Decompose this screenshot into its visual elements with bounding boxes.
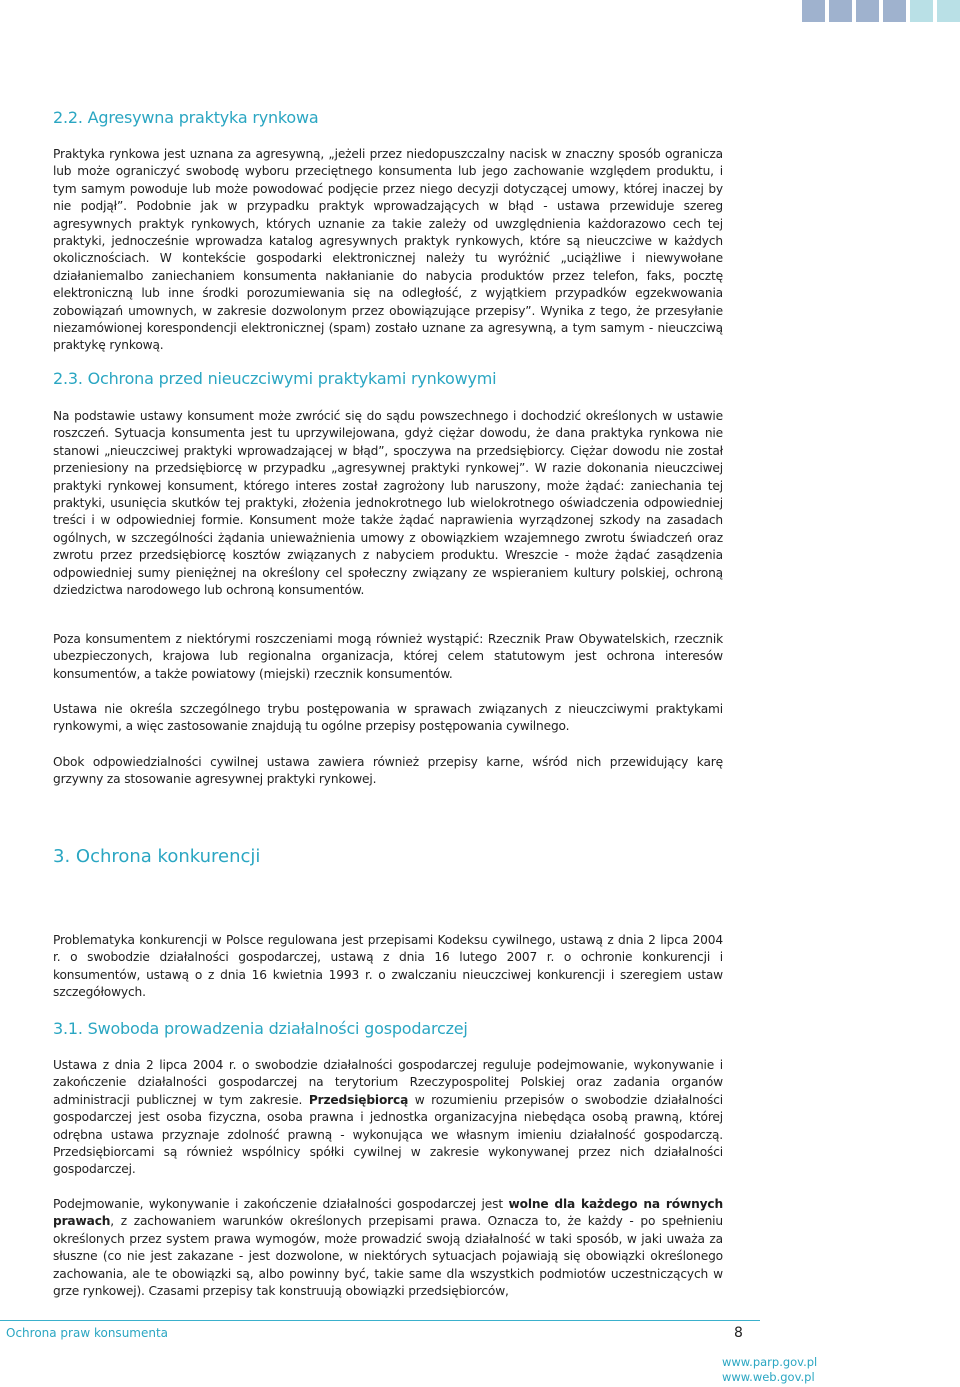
footer-url-link[interactable]: www.parp.gov.pl [722,1355,818,1369]
footer-divider [0,1320,760,1321]
paragraph-2-3-3: Ustawa nie określa szczególnego trybu postępowania w sprawach związanych z nieuczciwymi praktykami rynkowymi, a więc zastosowanie znajdują tu ogólne przepisy postępowania cywilnego. [53,702,723,734]
footer-title: Ochrona praw konsumenta [6,1326,169,1340]
paragraph-2-3-2: Poza konsumentem z niektórymi roszczeniami mogą również wystąpić: Rzecznik Praw Obywatelskich, rzecznik ubezpieczonych, krajowa lub regionalna organizacja, której celem statutowym jest ochrona interesów konsumentów, a także powiatowy (miejski) rzecznik konsumentów. [53,632,723,681]
paragraph-3-1-2 [53,1196,723,1300]
corner-square [910,0,933,22]
paragraph-2-3-1: Na podstawie ustawy konsument może zwrócić się do sądu powszechnego i dochodzić określonych w ustawie roszczeń. Sytuacja konsumenta jest tu uprzywilejowana, gdyż ciężar dowodu, że dana praktyka rynkowa nie stanowi „nieuczciwej praktyki wprowadzającej w błąd”, spoczywa na przedsiębiorcy. Ciężar dowodu nie został przeniesiony na przedsiębiorcę w przypadku „agresywnej praktyki rynkowej”. W razie dokonania nieuczciwej praktyki rynkowej konsument, którego interes został zagrożony lub naruszony, może żądać: zaniechania tej praktyki, usunięcia skutków tej praktyki, złożenia jednokrotnego lub wielokrotnego oświadczenia odpowiedniej treści i w odpowiedniej formie. Konsument może także żądać naprawienia wyrządzonej szkody na zasadach ogólnych, w szczególności żądania unieważnienia umowy z obowiązkiem wzajemnego zwrotu świadczeń oraz zwrotu przez przedsiębiorcę kosztów związanych z nabyciem produktu. Wreszcie - może żądać zasądzenia odpowiedniej sumy pieniężnej na określony cel społeczny związany ze wspieraniem kultury polskiej, ochroną dziedzictwa narodowego lub ochroną konsumentów. [53,409,723,598]
bold-term: wolne dla każdego na równych prawach [53,1197,723,1229]
heading-2-3: 2.3. Ochrona przed nieuczciwymi praktykami rynkowymi [53,369,497,388]
heading-3-1: 3.1. Swoboda prowadzenia działalności gospodarczej [53,1019,468,1038]
paragraph-text: , z zachowaniem warunków określonych przepisami prawa. Oznacza to, że każdy - po spełnieniu określonych przez system prawa wymogów, może prowadzić swoją działalność w taki sposób, w jaki uważa za słuszne (co nie jest zakazane - jest dozwolone, w niektórych sytuacjach pojawiają się obowiązki określonego zachowania, ale te obowiązki są, albo powinny być, takie same dla wszystkich podmiotów uczestniczących w grze rynkowej). Czasami przepisy tak konstruują obowiązki przedsiębiorców, [53,1214,723,1299]
corner-square [883,0,906,22]
paragraph-2-2-1: Praktyka rynkowa jest uznana za agresywną, „jeżeli przez niedopuszczalny nacisk w znaczny sposób ogranicza lub może ograniczyć swobodę wyboru przeciętnego konsumenta lub jego zachowanie względem produktu, i tym samym powoduje lub może powodować podjęcie przez niego decyzji dotyczącej umowy, której inaczej by nie podjął”. Podobnie jak w przypadku praktyk wprowadzających w błąd - ustawa przewiduje szereg agresywnych praktyk rynkowych, których uznanie za takie zależy od uwzględnienia każdorazowo cech tej praktyki, jednocześnie wprowadza katalog agresywnych praktyk rynkowych, które są nieuczciwe w każdych okolicznościach. W kontekście gospodarki elektronicznej należy tu wyróżnić „uciążliwe i niewywołane działaniemalbo zaniechaniem konsumenta nakłanianie do nabycia produktów przez telefon, faks, pocztę elektroniczną lub inne środki porozumiewania się na odległość, z wyjątkiem przypadków egzekwowania zobowiązań umownych, w zakresie dozwolonym przez obowiązujące przepisy”. Wynika z tego, że przesyłanie niezamówionej korespondencji elektronicznej (spam) zostało uznane za agresywną, a tym samym - nieuczciwą praktykę rynkową. [53,147,723,353]
corner-square [829,0,852,22]
heading-3: 3. Ochrona konkurencji [53,846,261,867]
paragraph-3-1-1 [53,1057,723,1179]
paragraph-3-1: Problematyka konkurencji w Polsce regulowana jest przepisami Kodeksu cywilnego, ustawą z dnia 2 lipca 2004 r. o swobodzie działalności gospodarczej, ustawą z dnia 16 lutego 2007 r. o ochronie konkurencji i konsumentów, ustawą o z dnia 16 kwietnia 1993 r. o zwalczaniu nieuczciwej konkurencji i szeregiem ustaw szczegółowych. [53,933,723,1000]
paragraph-text: Podejmowanie, wykonywanie i zakończenie działalności gospodarczej jest [53,1197,509,1211]
bold-term: Przedsiębiorcą [308,1092,409,1107]
paragraph-text: Ustawa z dnia 2 lipca 2004 r. o swobodzie działalności gospodarczej reguluje podejmowanie, wykonywanie i zakończenie działalności gospodarczej na terytorium Rzeczypospolitej Polskiej oraz zadania organów administracji publicznej w tym zakresie. [53,1058,723,1107]
page-number: 8 [734,1325,743,1341]
corner-square [937,0,960,22]
corner-decoration [802,0,960,22]
footer-url-link[interactable]: www.web.gov.pl [722,1370,815,1384]
paragraph-2-3-4: Obok odpowiedzialności cywilnej ustawa zawiera również przepisy karne, wśród nich przewidujący karę grzywny za stosowanie agresywnej praktyki rynkowej. [53,755,723,787]
paragraph-text: w rozumieniu przepisów o swobodzie działalności gospodarczej jest osoba fizyczna, osoba prawna i jednostka organizacyjna niebędąca osobą prawną, której odrębna ustawa przyznaje zdolność prawną - wykonująca we własnym imieniu działalność gospodarczą. Przedsiębiorcami są również wspólnicy spółki cywilnej w zakresie wykonywanej przez nich działalności gospodarczej. [53,1092,724,1177]
corner-square [856,0,879,22]
heading-2-2: 2.2. Agresywna praktyka rynkowa [53,108,319,127]
corner-square [802,0,825,22]
